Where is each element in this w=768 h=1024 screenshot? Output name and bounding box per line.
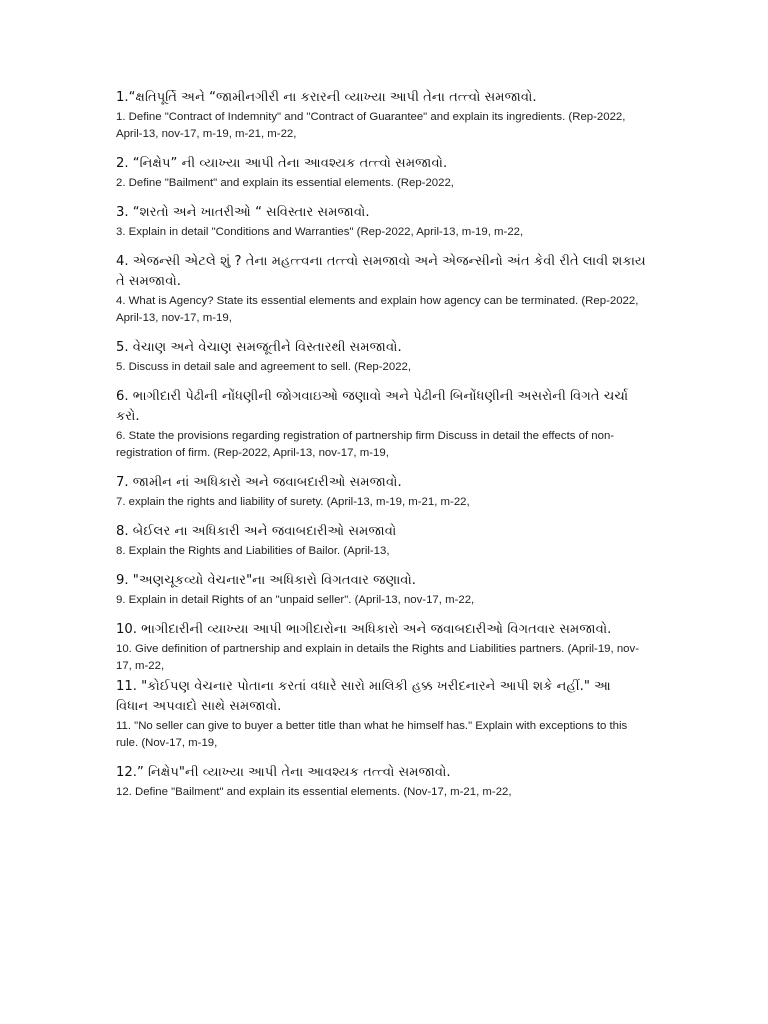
question-4-english: 4. What is Agency? State its essential elements and explain how agency can be terminated. (Rep-2022, April-13, nov-17, m-19, xyxy=(116,295,639,324)
question-7-gujarati: 7. જામીન નાં અધિકારો અને જવાબદારીઓ સમજાવો. xyxy=(116,475,402,490)
question-2-gujarati: 2. “નિક્ષેપ” ની વ્યાખ્યા આપી તેના આવશ્યક તત્ત્વો સમજાવો. xyxy=(116,156,448,171)
question-11-english: 11. "No seller can give to buyer a better title than what he himself has." Explain with exceptions to this rule. (Nov-17, m-19, xyxy=(116,720,628,749)
question-12-gujarati: 12.” નિક્ષેપ"ની વ્યાખ્યા આપી તેના આવશ્યક તત્ત્વો સમજાવો. xyxy=(116,765,451,780)
question-item-8 xyxy=(116,522,646,560)
question-8-english: 8. Explain the Rights and Liabilities of Bailor. (April-13, xyxy=(116,545,390,557)
question-1-english: 1. Define "Contract of Indemnity" and "Contract of Guarantee" and explain its ingredients. (Rep-2022, April-13, nov-17, m-19, m-21, m-22, xyxy=(116,111,626,140)
question-11-gujarati: 11. "કોઈપણ વેચનાર પોતાના કરતાં વધારે સારો માલિકી હક્ક ખરીદનારને આપી શકે નહીં." આ વિધાન અપવાદો સાથે સમજાવો. xyxy=(116,679,611,714)
question-7-english: 7. explain the rights and liability of surety. (April-13, m-19, m-21, m-22, xyxy=(116,496,470,508)
question-3-gujarati: 3. “શરતો અને ખાતરીઓ “ સવિસ્તાર સમજાવો. xyxy=(116,205,370,220)
question-6-english: 6. State the provisions regarding registration of partnership firm Discuss in detail the effects of non-registration of firm. (Rep-2022, April-13, nov-17, m-19, xyxy=(116,430,615,459)
question-item-6 xyxy=(116,387,646,462)
question-1-gujarati: 1.“ક્ષતિપૂર્તિ અને “જામીનગીરી ના કરારની વ્યાખ્યા આપી તેના તત્ત્વો સમજાવો. xyxy=(116,90,537,105)
question-3-english: 3. Explain in detail "Conditions and Warranties" (Rep-2022, April-13, m-19, m-22, xyxy=(116,226,524,238)
question-item-7 xyxy=(116,473,646,511)
question-item-2 xyxy=(116,154,646,192)
question-5-english: 5. Discuss in detail sale and agreement to sell. (Rep-2022, xyxy=(116,361,412,373)
question-2-english: 2. Define "Bailment" and explain its essential elements. (Rep-2022, xyxy=(116,177,454,189)
question-item-11 xyxy=(116,677,646,752)
question-item-1 xyxy=(116,88,646,143)
question-10-english: 10. Give definition of partnership and explain in details the Rights and Liabilities partners. (April-19, nov-17, m-22, xyxy=(116,643,639,672)
question-item-4 xyxy=(116,252,646,327)
question-9-english: 9. Explain in detail Rights of an "unpaid seller". (April-13, nov-17, m-22, xyxy=(116,594,475,606)
question-list xyxy=(116,88,646,812)
question-item-5 xyxy=(116,338,646,376)
question-10-gujarati: 10. ભાગીદારીની વ્યાખ્યા આપી ભાગીદારોના અધિકારો અને જવાબદારીઓ વિગતવાર સમજાવો. xyxy=(116,622,612,637)
question-12-english: 12. Define "Bailment" and explain its essential elements. (Nov-17, m-21, m-22, xyxy=(116,786,512,798)
question-item-10 xyxy=(116,620,646,675)
question-9-gujarati: 9. "અણચૂકવ્યો વેચનાર"ના અધિકારો વિગતવાર જણાવો. xyxy=(116,573,417,588)
question-item-9 xyxy=(116,571,646,609)
question-5-gujarati: 5. વેચાણ અને વેચાણ સમજૂતીને વિસ્તારથી સમજાવો. xyxy=(116,340,402,355)
question-8-gujarati: 8. બેઈલર ના અધિકારી અને જવાબદારીઓ સમજાવો xyxy=(116,524,397,539)
question-4-gujarati: 4. એજન્સી એટલે શું ? તેના મહત્ત્વના તત્ત્વો સમજાવો અને એજન્સીનો અંત કેવી રીતે લાવી શકાય તે સમજાવો. xyxy=(116,254,646,289)
question-item-12 xyxy=(116,763,646,801)
question-6-gujarati: 6. ભાગીદારી પેઢીની નોંધણીની જોગવાઇઓ જણાવો અને પેઢીની બિનોંધણીની અસરોની વિગતે ચર્ચા કરો. xyxy=(116,389,629,424)
question-item-3 xyxy=(116,203,646,241)
